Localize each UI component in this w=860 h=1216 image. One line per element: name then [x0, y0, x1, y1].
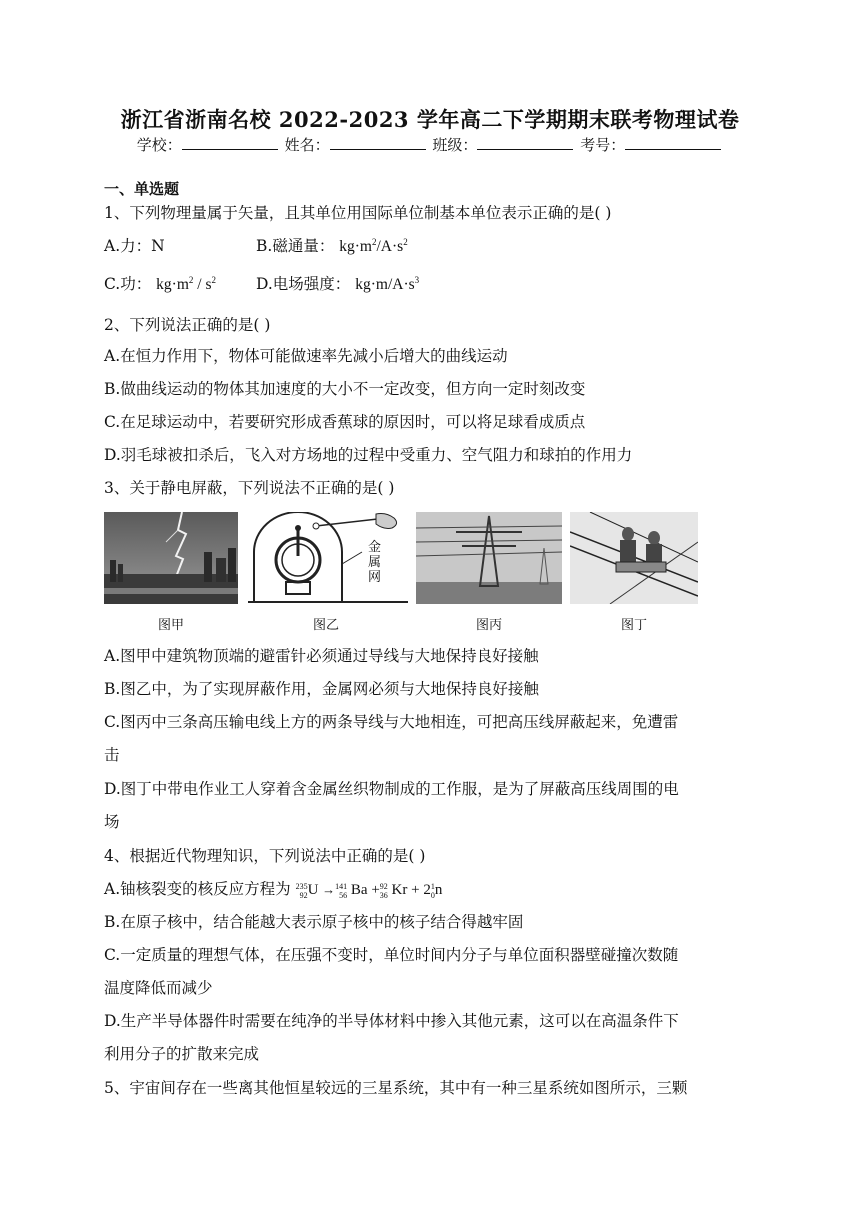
name-label: 姓名：	[284, 136, 330, 154]
student-info-row	[0, 134, 860, 155]
exam-number-label: 考号：	[580, 136, 626, 154]
school-label: 学校：	[136, 136, 182, 154]
figure-bing-tower-image	[416, 512, 562, 604]
page-title: 浙江省浙南名校 2022-2023 学年高二下学期期末联考物理试卷	[120, 107, 740, 132]
figure-jia-caption: 图甲	[157, 618, 184, 633]
q1-option-d-unit: $kg\cdot m/A\cdot s^3$	[355, 274, 420, 293]
q1-option-a: A.力：N	[104, 237, 165, 255]
q2-option-a: A.在恒力作用下，物体可能做速率先减小后增大的曲线运动	[104, 347, 508, 365]
q1-option-b-unit: $kg\cdot m^2/A\cdot s^2$	[339, 236, 408, 255]
section-heading: 一、单选题	[104, 180, 180, 198]
q4-option-d-line1: D.生产半导体器件时需要在纯净的半导体材料中掺入其他元素，这可以在高温条件下	[104, 1012, 679, 1030]
q3-option-a: A.图甲中建筑物顶端的避雷针必须通过导线与大地保持良好接触	[104, 647, 539, 665]
figure-ding-caption: 图丁	[620, 618, 647, 633]
q1-option-c-unit: $kg\cdot m^2 / s^2$	[156, 274, 216, 293]
q1-option-c: C.功： $kg\cdot m^2 / s^2$	[104, 274, 216, 293]
q3-option-b: B.图乙中，为了实现屏蔽作用，金属网必须与大地保持良好接触	[104, 680, 539, 698]
figure-bing-caption: 图丙	[475, 618, 502, 633]
exam-number-field[interactable]	[625, 135, 721, 150]
q4-option-d-line2: 利用分子的扩散来完成	[104, 1045, 260, 1063]
q3-option-d-line1: D.图丁中带电作业工人穿着含金属丝织物制成的工作服，是为了屏蔽高压线周围的电	[104, 780, 679, 798]
q1-option-d: D.电场强度： $kg\cdot m/A\cdot s^3$	[256, 274, 420, 293]
q2-option-c: C.在足球运动中，若要研究形成香蕉球的原因时，可以将足球看成质点	[104, 413, 586, 431]
figure-yi-mesh-diagram	[246, 512, 408, 604]
figure-yi-caption: 图乙	[312, 618, 339, 633]
q3-option-c-line2: 击	[104, 746, 120, 764]
q2-option-d: D.羽毛球被扣杀后，飞入对方场地的过程中受重力、空气阻力和球拍的作用力	[104, 446, 633, 464]
q4-option-c-line2: 温度降低而减少	[104, 979, 213, 997]
q4-option-c-line1: C.一定质量的理想气体，在压强不变时，单位时间内分子与单位面积器壁碰撞次数随	[104, 946, 679, 964]
q4-option-b: B.在原子核中，结合能越大表示原子核中的核子结合得越牢固	[104, 913, 524, 931]
q2-stem: 2、下列说法正确的是( )	[104, 316, 271, 334]
q4-option-a: A.铀核裂变的核反应方程为 235 92U →141 56 Ba +92 36 Kr + 21 0n	[104, 880, 443, 900]
class-field[interactable]	[477, 135, 573, 150]
q4-stem: 4、根据近代物理知识，下列说法中正确的是( )	[104, 847, 426, 865]
q5-stem: 5、宇宙间存在一些离其他恒星较远的三星系统，其中有一种三星系统如图所示，三颗	[104, 1079, 688, 1097]
q3-figures	[104, 512, 704, 632]
q4-nuclear-equation: 235 92U →141 56 Ba +92 36 Kr + 21 0n	[295, 881, 443, 900]
figure-jia-lightning-image	[104, 512, 238, 604]
figure-ding-workers-image	[570, 512, 698, 604]
q3-option-c-line1: C.图丙中三条高压输电线上方的两条导线与大地相连，可把高压线屏蔽起来，免遭雷	[104, 713, 679, 731]
q2-option-b: B.做曲线运动的物体其加速度的大小不一定改变，但方向一定时刻改变	[104, 380, 586, 398]
q3-stem: 3、关于静电屏蔽，下列说法不正确的是( )	[104, 479, 395, 497]
school-field[interactable]	[182, 135, 278, 150]
class-label: 班级：	[432, 136, 478, 154]
q1-option-b: B.磁通量： $kg\cdot m^2/A\cdot s^2$	[256, 236, 408, 255]
figure-yi-mesh-label: 金属网	[368, 540, 382, 585]
name-field[interactable]	[330, 135, 426, 150]
q1-stem: 1、下列物理量属于矢量，且其单位用国际单位制基本单位表示正确的是( )	[104, 204, 612, 222]
q3-option-d-line2: 场	[104, 813, 120, 831]
